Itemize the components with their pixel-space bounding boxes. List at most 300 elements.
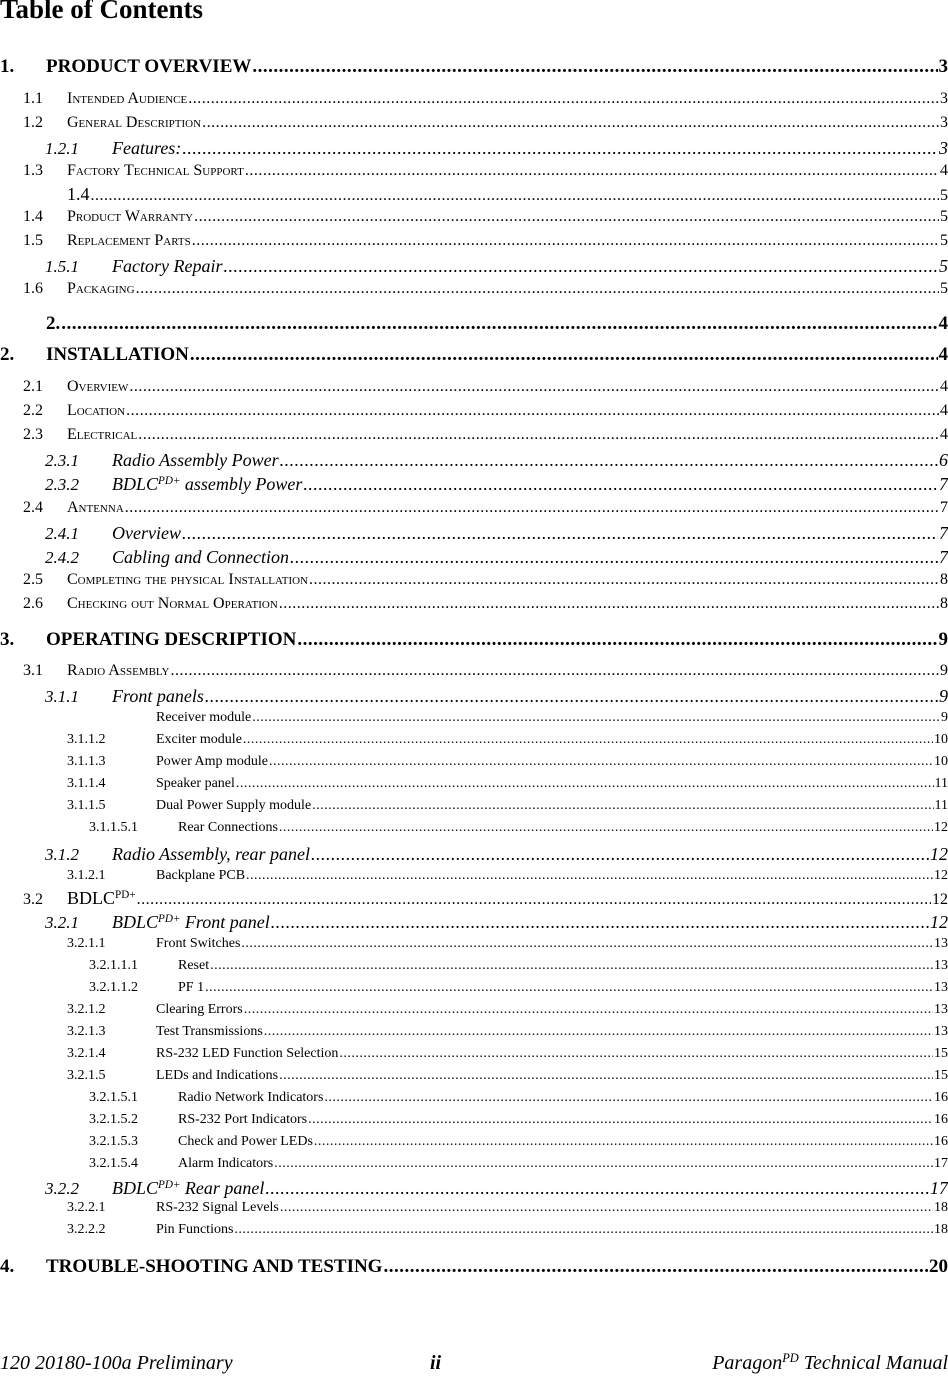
toc-entry-page: 5: [940, 188, 948, 204]
toc-entry-title-text: Packaging: [67, 280, 135, 297]
toc-entry-page: 12: [932, 892, 948, 908]
toc-entry-title-text: PF 1: [178, 980, 204, 995]
toc-dot-leader: [241, 937, 933, 951]
toc-entry[interactable]: [0, 1025, 948, 1039]
toc-entry-page: 12: [934, 821, 948, 835]
toc-entry-title: [178, 1157, 273, 1171]
toc-entry-page: 13: [934, 981, 948, 995]
toc-entry-page: 7: [939, 524, 948, 542]
toc-entry-page: 4: [940, 427, 948, 443]
toc-entry-page: 4: [940, 403, 948, 419]
toc-entry-page: 12: [930, 845, 948, 863]
toc-entry[interactable]: [0, 524, 948, 542]
toc-entry-page: 8: [940, 572, 948, 588]
toc-entry-page: 18: [934, 1201, 948, 1215]
toc-dot-leader: [252, 711, 940, 725]
toc-entry-title: [156, 1025, 263, 1039]
toc-entry-title-text: Checking out Normal Operation: [67, 595, 278, 612]
toc-entry-title-text: Check and Power LEDs: [178, 1134, 313, 1149]
toc-entry-title: [112, 475, 302, 493]
toc-dot-leader: [188, 91, 939, 107]
toc-entry[interactable]: [0, 596, 948, 612]
toc-entry[interactable]: [0, 630, 948, 649]
toc-entry-title: [46, 314, 60, 333]
toc-entry-title: [46, 630, 296, 649]
toc-entry-title-text: Front panels: [112, 686, 204, 706]
toc-entry-page: 9: [941, 711, 948, 725]
toc-entry-page: 5: [940, 281, 948, 297]
toc-entry-number: 2.5: [23, 572, 67, 588]
toc-dot-leader: [202, 115, 939, 131]
toc-entry[interactable]: [0, 845, 948, 863]
toc-entry-title: [67, 281, 135, 297]
toc-entry-title: [156, 733, 242, 747]
toc-entry-number: 3.1.1.2: [67, 733, 156, 747]
toc-entry[interactable]: [0, 257, 948, 275]
toc-entry[interactable]: [0, 314, 948, 333]
toc-entry-superscript: PD+: [158, 1179, 180, 1191]
toc-entry-title: [156, 1201, 279, 1215]
toc-entry-number: 2.4: [23, 500, 67, 516]
toc-entry-page: 3: [939, 57, 948, 76]
toc-entry-title-text: RS-232 LED Function Selection: [156, 1046, 338, 1061]
toc-entry[interactable]: [0, 1069, 948, 1083]
toc-entry[interactable]: [0, 1047, 948, 1061]
toc-entry-page: 9: [939, 630, 948, 649]
toc-entry-title-text: Factory Technical Support: [67, 162, 244, 179]
toc-dot-leader: [182, 524, 938, 542]
toc-entry[interactable]: [0, 1113, 948, 1127]
toc-entry-number: 3.2.1.5: [67, 1069, 156, 1083]
toc-dot-leader: [194, 209, 939, 225]
toc-entry[interactable]: [0, 937, 948, 951]
page-title: Table of Contents: [0, 0, 203, 25]
toc-entry-title: [112, 1179, 264, 1197]
toc-entry-page: 8: [940, 596, 948, 612]
footer-brand: Paragon: [712, 1352, 782, 1374]
toc-entry[interactable]: [0, 821, 948, 835]
toc-dot-leader: [205, 687, 938, 705]
toc-entry-title: [67, 572, 308, 588]
toc-entry-page: 12: [934, 869, 948, 883]
toc-entry-title: [156, 1003, 243, 1017]
toc-entry-page: 20: [929, 1257, 948, 1276]
toc-entry[interactable]: [0, 1257, 948, 1276]
toc-dot-leader: [309, 572, 939, 588]
toc-entry-page: 11: [935, 799, 948, 813]
toc-entry-title-text: Radio Network Indicators: [178, 1090, 323, 1105]
toc-entry-page: 7: [939, 475, 948, 493]
toc-entry[interactable]: [0, 755, 948, 769]
toc-dot-leader: [324, 1091, 933, 1105]
toc-dot-leader: [280, 451, 938, 469]
toc-entry-title-text: Radio Assembly, rear panel: [112, 844, 310, 864]
toc-dot-leader: [126, 403, 939, 419]
toc-entry-title: [112, 257, 222, 275]
toc-entry-title-text: Factory Repair: [112, 256, 222, 276]
toc-entry-title-suffix: Rear panel: [180, 1178, 264, 1198]
toc-entry-title: [112, 451, 279, 469]
toc-entry-number: 3.1.2.1: [67, 869, 156, 883]
toc-entry-title-text: TROUBLE-SHOOTING AND TESTING: [46, 1256, 382, 1277]
toc-entry[interactable]: [0, 233, 948, 249]
toc-dot-leader: [125, 500, 939, 516]
toc-entry-page: 13: [934, 937, 948, 951]
toc-dot-leader: [312, 799, 933, 813]
toc-dot-leader: [243, 733, 933, 747]
toc-dot-leader: [264, 1025, 933, 1039]
toc-entry-title-text: Test Transmissions: [156, 1024, 263, 1039]
toc-entry-page: 3: [940, 91, 948, 107]
toc-entry-number: 3.1.1.4: [67, 777, 156, 791]
toc-entry-title-text: Rear Connections: [178, 820, 278, 835]
toc-dot-leader: [279, 821, 933, 835]
toc-entry[interactable]: [0, 1223, 948, 1237]
toc-dot-leader: [182, 139, 938, 157]
toc-dot-leader: [297, 630, 937, 649]
toc-entry-title: [178, 981, 204, 995]
toc-entry[interactable]: [0, 889, 948, 908]
toc-entry-page: 17: [930, 1179, 948, 1197]
toc-dot-leader: [271, 913, 929, 931]
toc-entry-page: 4: [939, 345, 948, 364]
toc-entry-title-text: Product Warranty: [67, 208, 193, 225]
toc-entry-title: [178, 1135, 313, 1149]
toc-entry-superscript: PD+: [158, 475, 180, 487]
toc-entry-title: [46, 345, 189, 364]
toc-entry-number: 3.2.1.1.1: [89, 959, 178, 973]
toc-dot-leader: [311, 845, 929, 863]
toc-entry-title-text: Intended Audience: [67, 90, 187, 107]
toc-entry-title: [67, 596, 278, 612]
toc-entry[interactable]: [0, 1091, 948, 1105]
toc-entry-number: 3.2.1.2: [67, 1003, 156, 1017]
footer-brand-superscript: PD: [782, 1351, 799, 1365]
footer-page-number: ii: [430, 1352, 441, 1375]
toc-entry-title-text: BDLC: [112, 912, 158, 932]
toc-entry-title-text: RS-232 Port Indicators: [178, 1112, 307, 1127]
toc-dot-leader: [252, 57, 937, 76]
toc-entry[interactable]: [0, 959, 948, 973]
toc-entry-number: 3.2.1.5.3: [89, 1135, 178, 1149]
toc-entry-title: [178, 1091, 323, 1105]
toc-dot-leader: [383, 1257, 928, 1276]
toc-entry-number: 3.1.1: [45, 688, 112, 705]
toc-entry-page: 4: [940, 379, 948, 395]
toc-entry[interactable]: [0, 548, 948, 566]
toc-entry-page: 15: [934, 1047, 948, 1061]
toc-entry-title-text: Pin Functions: [156, 1222, 233, 1237]
toc-entry-page: 13: [934, 1003, 948, 1017]
toc-entry-title: [112, 913, 270, 931]
toc-entry-title-text: BDLC: [112, 1178, 158, 1198]
toc-dot-leader: [279, 596, 939, 612]
toc-entry-page: 12: [930, 913, 948, 931]
toc-entry-page: 13: [934, 1025, 948, 1039]
toc-entry-title-text: 1.4: [67, 184, 90, 204]
toc-entry-title: [67, 163, 244, 179]
toc-entry-title: [67, 403, 125, 419]
toc-entry-title: [67, 209, 193, 225]
toc-entry[interactable]: [0, 711, 948, 725]
toc-entry[interactable]: [0, 209, 948, 225]
toc-entry[interactable]: [0, 139, 948, 157]
toc-entry-title-text: PRODUCT OVERVIEW: [46, 56, 251, 77]
toc-entry[interactable]: [0, 1201, 948, 1215]
toc-entry[interactable]: [0, 427, 948, 443]
toc-entry-title: [112, 139, 181, 157]
toc-entry-title-text: Front Switches: [156, 936, 240, 951]
toc-dot-leader: [91, 188, 940, 204]
toc-entry-title: [178, 821, 278, 835]
toc-dot-leader: [170, 663, 939, 679]
toc-entry-number: 3.2.1.1.2: [89, 981, 178, 995]
toc-entry-number: 3.1.1.5: [67, 799, 156, 813]
toc-entry-page: 7: [940, 500, 948, 516]
toc-entry-number: 3.2.1.1: [67, 937, 156, 951]
toc-entry-title: [67, 427, 137, 443]
toc-dot-leader: [190, 345, 938, 364]
toc-entry-title-text: Backplane PCB: [156, 868, 245, 883]
footer-document-number: 120 20180-100a Preliminary: [0, 1352, 233, 1375]
toc-entry[interactable]: [0, 475, 948, 493]
toc-entry[interactable]: [0, 379, 948, 395]
toc-entry-title: [156, 1223, 233, 1237]
toc-entry-superscript: PD+: [115, 889, 136, 901]
toc-entry-title: [46, 57, 251, 76]
toc-entry[interactable]: [0, 733, 948, 747]
toc-entry-page: 5: [940, 233, 948, 249]
toc-entry-number: 1.: [0, 57, 46, 76]
toc-entry[interactable]: [0, 185, 948, 204]
toc-entry[interactable]: [0, 913, 948, 931]
toc-dot-leader: [138, 427, 939, 443]
toc-entry-title-text: Features:: [112, 138, 181, 158]
toc-entry[interactable]: [0, 403, 948, 419]
toc-entry-page: 16: [934, 1091, 948, 1105]
toc-entry-number: 2.1: [23, 379, 67, 395]
toc-entry[interactable]: [0, 1157, 948, 1171]
toc-entry-title: [112, 845, 310, 863]
toc-entry-title: [156, 799, 311, 813]
toc-entry-title: [112, 548, 289, 566]
toc-entry-title-text: Speaker panel: [156, 776, 235, 791]
toc-entry-title-text: RS-232 Signal Levels: [156, 1200, 279, 1215]
toc-entry-number: 3.1.1.5.1: [89, 821, 178, 835]
toc-dot-leader: [129, 379, 939, 395]
toc-entry-title-text: LEDs and Indications: [156, 1068, 278, 1083]
toc-entry[interactable]: [0, 572, 948, 588]
toc-entry-title: [156, 937, 240, 951]
toc-entry-title-text: Radio Assembly Power: [112, 450, 279, 470]
toc-entry[interactable]: [0, 869, 948, 883]
toc-entry-title: [67, 500, 124, 516]
toc-entry-number: 3.2.2.1: [67, 1201, 156, 1215]
toc-dot-leader: [245, 163, 939, 179]
toc-entry-title-text: Clearing Errors: [156, 1002, 243, 1017]
toc-entry-title: [46, 1257, 382, 1276]
toc-entry-number: 3.2.1.4: [67, 1047, 156, 1061]
toc-entry-page: 4: [940, 163, 948, 179]
toc-entry[interactable]: [0, 57, 948, 76]
toc-entry-page: 16: [934, 1113, 948, 1127]
toc-entry-title: [156, 711, 251, 725]
toc-entry[interactable]: [0, 1179, 948, 1197]
toc-entry-page: 15: [934, 1069, 948, 1083]
toc-entry-title: [67, 379, 128, 395]
toc-entry-page: 5: [939, 257, 948, 275]
toc-entry[interactable]: [0, 281, 948, 297]
toc-entry-title-text: BDLC: [112, 474, 158, 494]
toc-dot-leader: [223, 257, 938, 275]
toc-entry-number: 1.2.1: [45, 140, 112, 157]
toc-entry-title-text: Exciter module: [156, 732, 242, 747]
toc-entry-page: 10: [934, 733, 948, 747]
toc-entry-number: 2.2: [23, 403, 67, 419]
toc-dot-leader: [279, 1069, 933, 1083]
toc-entry-title: [156, 755, 268, 769]
toc-entry-title: [67, 663, 169, 679]
toc-entry-number: 2.4.2: [45, 549, 112, 566]
toc-entry-number: 2.4.1: [45, 525, 112, 542]
toc-entry[interactable]: [0, 663, 948, 679]
toc-entry-number: 3.2.1.5.2: [89, 1113, 178, 1127]
toc-entry-page: 3: [939, 139, 948, 157]
toc-entry-title-text: General Description: [67, 114, 201, 131]
toc-entry-title-text: Power Amp module: [156, 754, 268, 769]
toc-entry-number: 1.4: [23, 209, 67, 225]
toc-entry-title-text: Location: [67, 402, 125, 419]
toc-dot-leader: [210, 959, 933, 973]
toc-dot-leader: [274, 1157, 933, 1171]
toc-entry[interactable]: [0, 163, 948, 179]
toc-entry-title-text: OPERATING DESCRIPTION: [46, 629, 296, 650]
toc-entry[interactable]: [0, 451, 948, 469]
toc-entry-title-text: Completing the physical Installation: [67, 571, 308, 588]
toc-dot-leader: [246, 869, 933, 883]
toc-entry-page: 11: [935, 777, 948, 791]
toc-entry-title-text: Cabling and Connection: [112, 547, 289, 567]
toc-entry-page: 3: [940, 115, 948, 131]
toc-entry-title-text: Overview: [67, 378, 128, 395]
toc-entry-title: [156, 777, 235, 791]
toc-entry[interactable]: [0, 1135, 948, 1149]
toc-entry[interactable]: [0, 799, 948, 813]
toc-entry-page: 5: [940, 209, 948, 225]
toc-entry-title: [67, 115, 201, 131]
toc-entry-number: 1.2: [23, 115, 67, 131]
footer-manual-title: [712, 1352, 948, 1375]
toc-entry-title-text: Alarm Indicators: [178, 1156, 273, 1171]
toc-entry-title: [156, 1047, 338, 1061]
toc-dot-leader: [205, 981, 933, 995]
toc-entry-title: [112, 524, 181, 542]
toc-dot-leader: [314, 1135, 933, 1149]
toc-entry-number: 3.2.1.5.4: [89, 1157, 178, 1171]
toc-entry-page: 13: [934, 959, 948, 973]
toc-dot-leader: [269, 755, 933, 769]
toc-entry-number: 3.2.1.3: [67, 1025, 156, 1039]
toc-dot-leader: [290, 548, 938, 566]
toc-entry-page: 18: [934, 1223, 948, 1237]
toc-entry-number: 2.: [0, 345, 46, 364]
toc-entry-title-text: INSTALLATION: [46, 344, 189, 365]
toc-entry[interactable]: [0, 687, 948, 705]
toc-entry-number: 2.6: [23, 596, 67, 612]
toc-entry-page: 16: [934, 1135, 948, 1149]
toc-entry-page: 6: [939, 451, 948, 469]
toc-entry-number: 3.1: [23, 663, 67, 679]
toc-entry-title: [67, 91, 187, 107]
footer-manual-suffix: Technical Manual: [799, 1352, 948, 1374]
toc-dot-leader: [265, 1179, 929, 1197]
toc-entry-title: [67, 889, 136, 907]
toc-entry-title-text: BDLC: [67, 888, 115, 908]
toc-entry-title-text: 2.: [46, 313, 60, 334]
toc-entry[interactable]: [0, 981, 948, 995]
toc-entry-title: [178, 959, 209, 973]
toc-entry-title-text: Reset: [178, 958, 209, 973]
toc-dot-leader: [61, 314, 937, 333]
toc-dot-leader: [236, 777, 934, 791]
toc-dot-leader: [137, 892, 931, 908]
toc-entry-number: 1.5.1: [45, 258, 112, 275]
toc-entry[interactable]: [0, 91, 948, 107]
toc-entry-title-text: Dual Power Supply module: [156, 798, 311, 813]
toc-entry-number: 3.2.2: [45, 1180, 112, 1197]
toc-dot-leader: [136, 281, 939, 297]
toc-entry-page: 9: [939, 687, 948, 705]
toc-entry-title: [178, 1113, 307, 1127]
toc-entry-number: 4.: [0, 1257, 46, 1276]
toc-entry-number: 1.6: [23, 281, 67, 297]
toc-entry-title-text: Radio Assembly: [67, 662, 169, 679]
toc-dot-leader: [192, 233, 939, 249]
toc-entry-number: 3.1.1.3: [67, 755, 156, 769]
toc-entry-page: 4: [939, 314, 948, 333]
toc-entry[interactable]: [0, 1003, 948, 1017]
toc-entry-number: 2.3: [23, 427, 67, 443]
toc-entry-number: 3.2: [23, 892, 67, 908]
toc-dot-leader: [303, 475, 938, 493]
toc-entry-title-text: Antenna: [67, 499, 124, 516]
toc-entry-number: 1.1: [23, 91, 67, 107]
toc-entry-number: 2.3.1: [45, 452, 112, 469]
toc-entry[interactable]: [0, 777, 948, 791]
toc-dot-leader: [308, 1113, 933, 1127]
toc-entry-number: 1.5: [23, 233, 67, 249]
toc-entry-number: 3.: [0, 630, 46, 649]
toc-entry-number: 3.2.1: [45, 914, 112, 931]
toc-entry-title-suffix: assembly Power: [180, 474, 302, 494]
toc-entry-page: 17: [934, 1157, 948, 1171]
toc-dot-leader: [234, 1223, 933, 1237]
toc-dot-leader: [244, 1003, 933, 1017]
toc-entry-title: [156, 1069, 278, 1083]
toc-entry-title-text: Receiver module: [156, 710, 251, 725]
toc-entry[interactable]: [0, 115, 948, 131]
toc-entry-page: 9: [940, 663, 948, 679]
toc-entry-title-suffix: Front panel: [180, 912, 269, 932]
toc-entry-page: 10: [934, 755, 948, 769]
toc-entry-title-text: Overview: [112, 523, 181, 543]
toc-entry[interactable]: [0, 345, 948, 364]
toc-entry-number: 3.2.1.5.1: [89, 1091, 178, 1105]
toc-entry-number: 1.3: [23, 163, 67, 179]
toc-entry-number: 2.3.2: [45, 476, 112, 493]
toc-entry-number: 3.2.2.2: [67, 1223, 156, 1237]
toc-entry[interactable]: [0, 500, 948, 516]
